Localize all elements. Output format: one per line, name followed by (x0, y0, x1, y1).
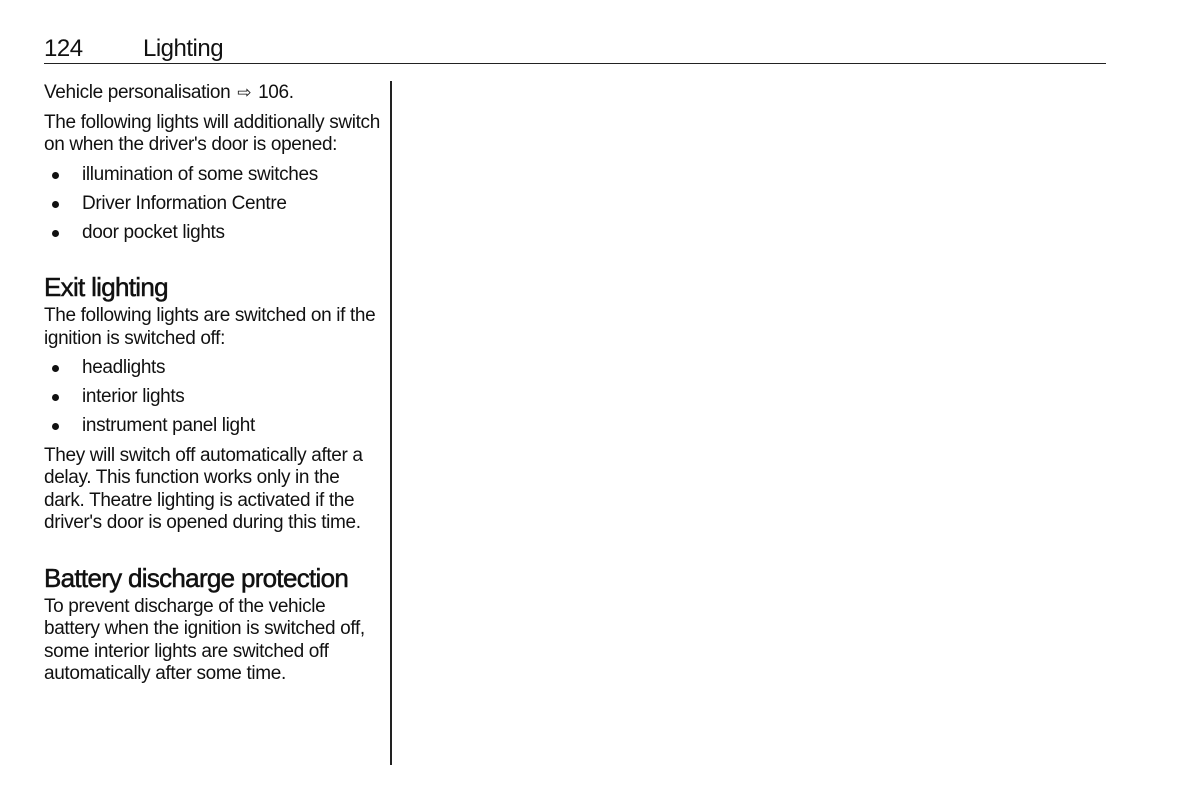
exit-lights-list (44, 357, 384, 438)
arrow-right-icon: ⇨ (237, 83, 252, 102)
section-title: Lighting (143, 35, 224, 62)
page-number: 124 (44, 35, 83, 62)
xref-page[interactable]: 106. (258, 82, 294, 103)
exit-lighting-paragraph: The following lights are switched on if the ignition is switched off: (44, 305, 376, 349)
column-divider (390, 81, 392, 765)
door-lights-list (44, 164, 384, 245)
exit-lighting-note: They will switch off automatically after a delay. This function works only in the dark. Theatre lighting is activated if the driver's door is opened during this time. (44, 444, 363, 533)
list-item: door pocket lights (44, 222, 384, 245)
page-header (44, 34, 1106, 64)
xref-text: Vehicle personalisation (44, 82, 231, 103)
list-item: interior lights (44, 386, 384, 409)
left-column (44, 82, 384, 693)
intro-paragraph: The following lights will additionally switch on when the driver's door is opened: (44, 111, 380, 155)
list-item: illumination of some switches (44, 164, 384, 187)
list-item: instrument panel light (44, 415, 384, 438)
battery-protection-paragraph: To prevent discharge of the vehicle battery when the ignition is switched off, some interior lights are switched off automatically after some time. (44, 595, 365, 684)
list-item: headlights (44, 357, 384, 380)
exit-lighting-heading: Exit lighting (44, 272, 168, 302)
list-item: Driver Information Centre (44, 193, 384, 216)
cross-reference (44, 82, 384, 105)
battery-protection-heading: Battery discharge protection (44, 562, 349, 593)
